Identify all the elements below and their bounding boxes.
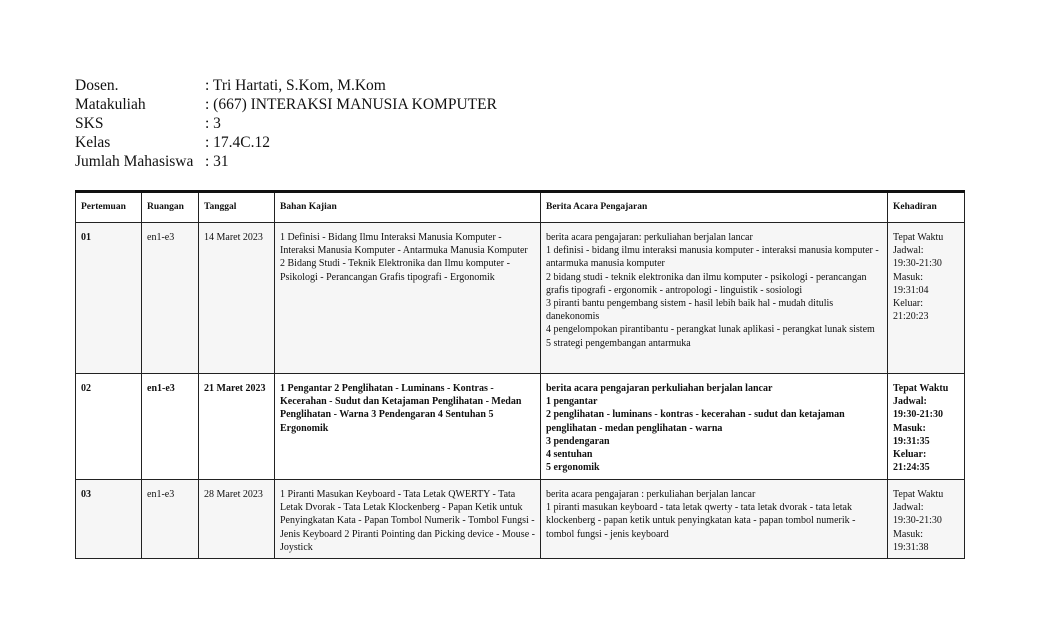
room: en1-e3 xyxy=(142,480,199,559)
meeting-number: 02 xyxy=(76,374,142,480)
schedule-label: Jadwal: xyxy=(893,502,924,514)
teaching-log-table-container xyxy=(75,190,964,559)
credits-value: : 3 xyxy=(205,115,221,132)
column-header-pertemuan: Pertemuan xyxy=(76,192,142,223)
table-row xyxy=(76,223,965,374)
meeting-number: 01 xyxy=(76,223,142,374)
date: 28 Maret 2023 xyxy=(199,480,275,559)
column-header-kehadiran: Kehadiran xyxy=(888,192,965,223)
teaching-report xyxy=(541,480,888,559)
table-row xyxy=(76,374,965,480)
date: 21 Maret 2023 xyxy=(199,374,275,480)
report-line: berita acara pengajaran: perkuliahan berjalan lancar xyxy=(546,232,753,243)
lecturer-row xyxy=(75,76,497,95)
study-material: 1 Piranti Masukan Keyboard - Tata Letak QWERTY - Tata Letak Dvorak - Tata Letak Klockenberg - Papan Ketik untuk Penyingkatan Kata - Papan Tombol Numerik - Tombol Fungsi - Jenis Keyboard 2 Piranti Pointing dan Picking device - Mouse - Joystick xyxy=(275,480,541,559)
student-count-label: Jumlah Mahasiswa xyxy=(75,153,194,170)
attendance-status: Tepat Waktu xyxy=(893,489,944,500)
class-row xyxy=(75,133,497,152)
lecturer-label: Dosen. xyxy=(75,77,119,94)
class-value: : 17.4C.12 xyxy=(205,134,271,151)
attendance xyxy=(888,480,965,559)
report-line: 4 sentuhan xyxy=(546,449,593,461)
report-line: 3 piranti bantu pengembang sistem - hasil lebih baik hal - mudah ditulis danekonomis xyxy=(546,298,834,323)
report-line: 1 pengantar xyxy=(546,396,598,408)
report-line: 5 strategi pengembangan antarmuka xyxy=(546,337,691,349)
date: 14 Maret 2023 xyxy=(199,223,275,374)
attendance-status: Tepat Waktu xyxy=(893,232,944,243)
credits-row xyxy=(75,114,497,133)
report-line: 1 definisi - bidang ilmu interaksi manusia komputer - interaksi manusia komputer - antarmuka manusia komputer xyxy=(546,245,879,270)
attendance xyxy=(888,374,965,480)
check-out-label: Keluar: xyxy=(893,449,927,461)
report-line: 2 bidang studi - teknik elektronika dan ilmu komputer - psikologi - perancangan grafis tipografi - ergonomik - antropologi - linguistik - sosiologi xyxy=(546,271,867,296)
column-header-berita-acara: Berita Acara Pengajaran xyxy=(541,192,888,223)
attendance-status: Tepat Waktu xyxy=(893,383,949,394)
report-line: 1 piranti masukan keyboard - tata letak qwerty - tata letak dvorak - tata letak klockenberg - papan ketik untuk penyingkatan kata - papan tombol numerik - tombol fungsi - jenis keyboard xyxy=(546,502,856,540)
table-header-row xyxy=(76,192,965,223)
teaching-report xyxy=(541,374,888,480)
report-line: berita acara pengajaran : perkuliahan berjalan lancar xyxy=(546,489,756,500)
schedule-value: 19:30-21:30 xyxy=(893,409,943,421)
attendance xyxy=(888,223,965,374)
student-count-row xyxy=(75,152,497,171)
column-header-tanggal: Tanggal xyxy=(199,192,275,223)
check-in-label: Masuk: xyxy=(893,528,923,540)
check-in-value: 19:31:35 xyxy=(893,435,930,447)
credits-label: SKS xyxy=(75,115,104,132)
check-out-value: 21:20:23 xyxy=(893,311,929,323)
schedule-label: Jadwal: xyxy=(893,396,927,408)
class-label: Kelas xyxy=(75,134,111,151)
room: en1-e3 xyxy=(142,374,199,480)
study-material: 1 Definisi - Bidang Ilmu Interaksi Manusia Komputer - Interaksi Manusia Komputer - Antarmuka Manusia Komputer 2 Bidang Studi - Teknik Elektronika dan Ilmu komputer - Psikologi - Perancangan Grafis tipografi - Ergonomik xyxy=(275,223,541,374)
study-material: 1 Pengantar 2 Penglihatan - Luminans - Kontras - Kecerahan - Sudut dan Ketajaman Penglihatan - Medan Penglihatan - Warna 3 Pendengaran 4 Sentuhan 5 Ergonomik xyxy=(275,374,541,480)
report-line: 4 pengelompokan pirantibantu - perangkat lunak aplikasi - perangkat lunak sistem xyxy=(546,324,875,336)
room: en1-e3 xyxy=(142,223,199,374)
teaching-report xyxy=(541,223,888,374)
course-value: : (667) INTERAKSI MANUSIA KOMPUTER xyxy=(205,96,497,113)
check-out-value: 21:24:35 xyxy=(893,462,930,474)
schedule-value: 19:30-21:30 xyxy=(893,258,942,270)
check-in-value: 19:31:04 xyxy=(893,284,929,296)
course-label: Matakuliah xyxy=(75,96,146,113)
column-header-ruangan: Ruangan xyxy=(142,192,199,223)
meeting-number: 03 xyxy=(76,480,142,559)
student-count-value: : 31 xyxy=(205,153,229,170)
lecturer-value: : Tri Hartati, S.Kom, M.Kom xyxy=(205,77,386,94)
report-line: 2 penglihatan - luminans - kontras - kecerahan - sudut dan ketajaman penglihatan - medan penglihatan - warna xyxy=(546,409,845,434)
report-line: berita acara pengajaran perkuliahan berjalan lancar xyxy=(546,383,773,394)
course-row xyxy=(75,95,497,114)
report-line: 3 pendengaran xyxy=(546,435,610,447)
report-line: 5 ergonomik xyxy=(546,462,600,474)
schedule-label: Jadwal: xyxy=(893,245,924,257)
table-row xyxy=(76,480,965,559)
check-in-label: Masuk: xyxy=(893,271,923,283)
check-in-value: 19:31:38 xyxy=(893,541,929,553)
check-in-label: Masuk: xyxy=(893,422,926,434)
teaching-log-table xyxy=(75,190,965,559)
course-info xyxy=(75,76,497,171)
check-out-label: Keluar: xyxy=(893,298,923,310)
schedule-value: 19:30-21:30 xyxy=(893,515,942,527)
column-header-bahan-kajian: Bahan Kajian xyxy=(275,192,541,223)
